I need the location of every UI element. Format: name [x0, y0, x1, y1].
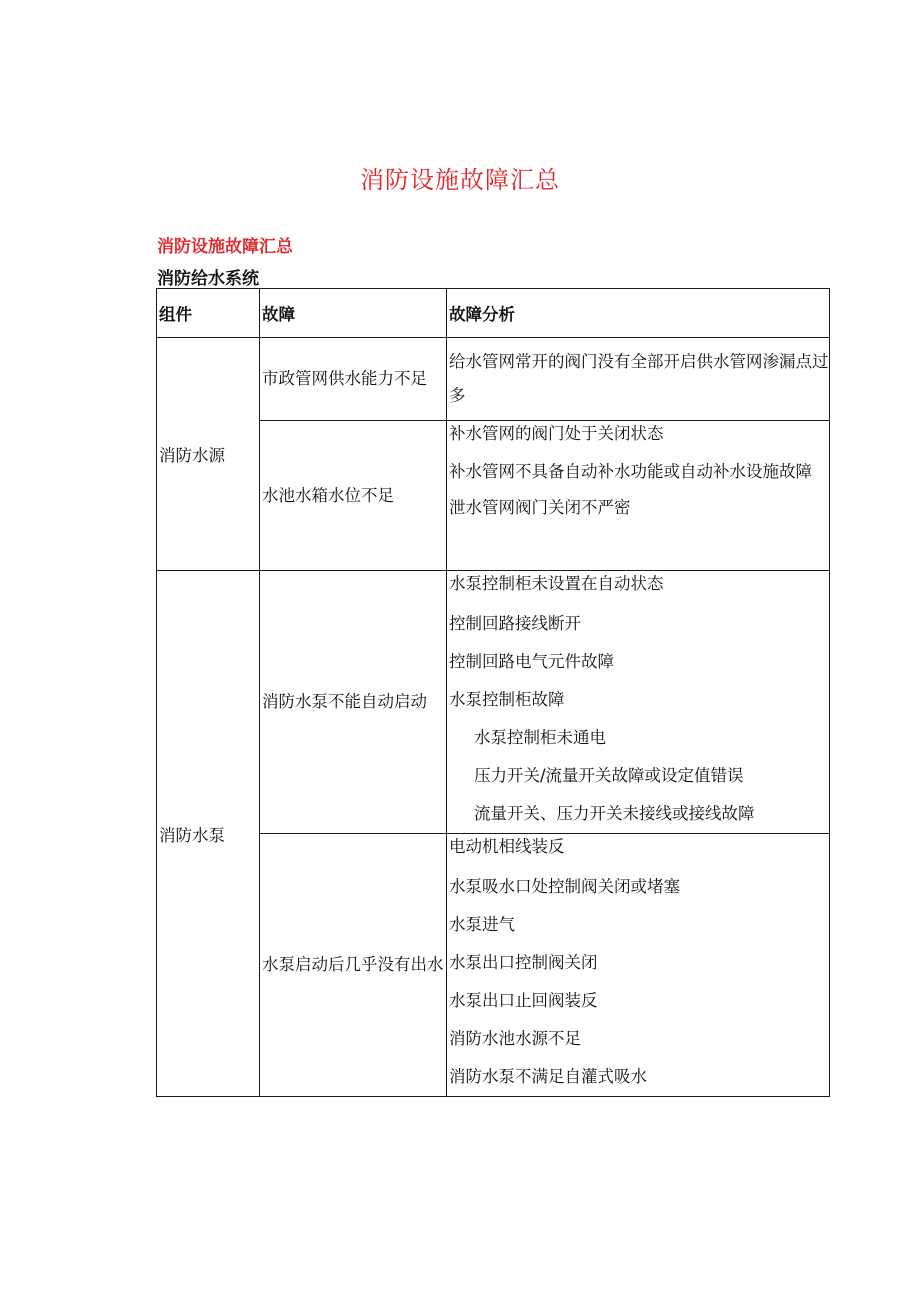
- table-header-row: [157, 289, 830, 338]
- analysis-cell: [447, 834, 830, 1097]
- header-fault: 故障: [260, 289, 447, 338]
- header-component: 组件: [157, 289, 260, 338]
- analysis-item: 消防水泵不满足自灌式吸水: [449, 1067, 647, 1086]
- analysis-cell: [447, 338, 830, 421]
- analysis-item: 补水管网的阀门处于关闭状态: [449, 424, 664, 443]
- fault-cell: 水池水箱水位不足: [260, 421, 447, 571]
- analysis-subitem: 水泵控制柜未通电: [474, 728, 606, 747]
- analysis-item: 控制回路接线断开: [449, 614, 581, 633]
- analysis-item: 水泵控制柜故障: [449, 690, 565, 709]
- fault-table: [156, 288, 830, 1097]
- analysis-subitem: 流量开关、压力开关未接线或接线故障: [474, 804, 755, 823]
- analysis-cell: [447, 571, 830, 834]
- fault-cell: 水泵启动后几乎没有出水: [260, 834, 447, 1097]
- analysis-item: 给水管网常开的阀门没有全部开启供水管网渗漏点过多: [449, 352, 829, 405]
- table-row: [157, 338, 830, 421]
- analysis-item: 水泵吸水口处控制阀关闭或堵塞: [449, 877, 680, 896]
- analysis-item: 水泵控制柜未设置在自动状态: [449, 574, 664, 593]
- analysis-item: 水泵进气: [449, 915, 515, 934]
- document-title: 消防设施故障汇总: [360, 166, 560, 194]
- analysis-item: 电动机相线装反: [449, 837, 565, 856]
- table-row: [157, 571, 830, 834]
- component-cell: 消防水源: [157, 338, 260, 571]
- analysis-cell: [447, 421, 830, 571]
- section-title: 消防设施故障汇总: [157, 237, 293, 257]
- analysis-item: 补水管网不具备自动补水功能或自动补水设施故障: [449, 462, 812, 481]
- fault-cell: 消防水泵不能自动启动: [260, 571, 447, 834]
- analysis-item: 控制回路电气元件故障: [449, 652, 614, 671]
- analysis-item: 消防水池水源不足: [449, 1029, 581, 1048]
- header-analysis: 故障分析: [447, 289, 830, 338]
- analysis-item: 泄水管网阀门关闭不严密: [449, 498, 631, 517]
- analysis-item: 水泵出口止回阀装反: [449, 991, 598, 1010]
- fault-cell: 市政管网供水能力不足: [260, 338, 447, 421]
- analysis-item: 水泵出口控制阀关闭: [449, 953, 598, 972]
- analysis-subitem: 压力开关/流量开关故障或设定值错误: [474, 766, 744, 785]
- subsection-title: 消防给水系统: [157, 269, 259, 289]
- component-cell: 消防水泵: [157, 571, 260, 1097]
